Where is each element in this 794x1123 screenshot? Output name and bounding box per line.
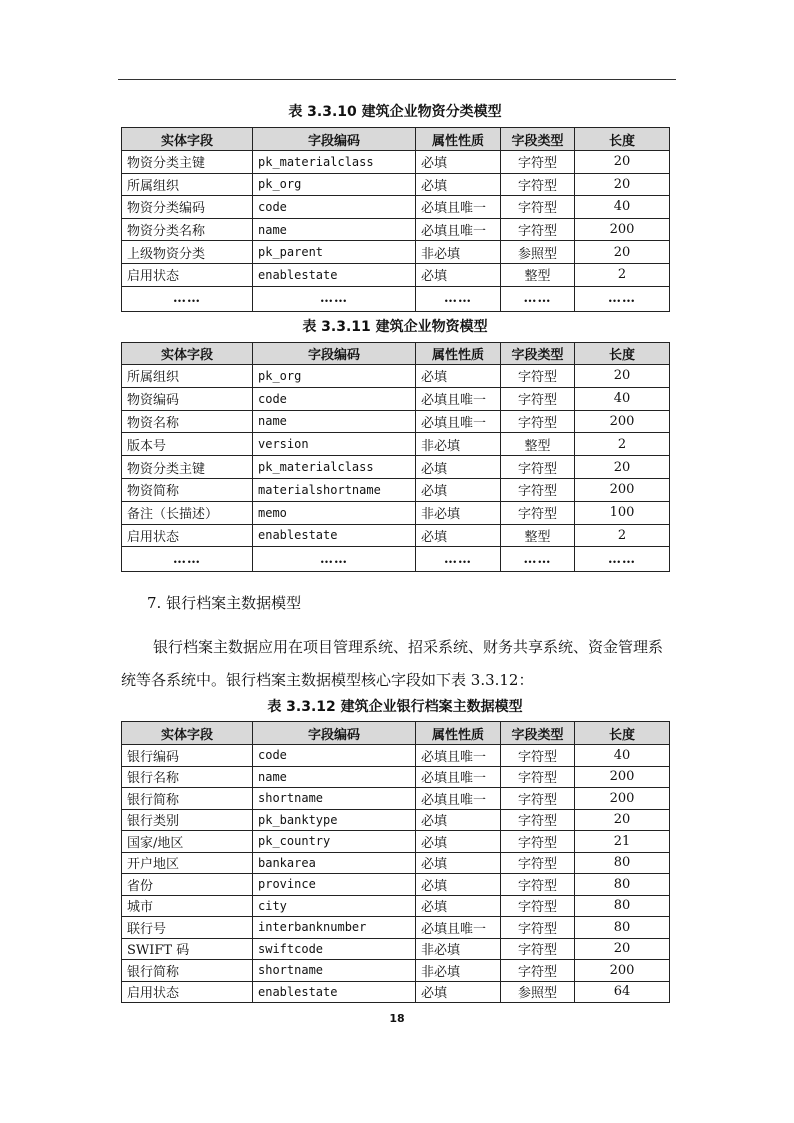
table-cell: 20 <box>575 938 670 960</box>
table-cell: 物资分类编码 <box>122 196 253 219</box>
column-header: 长度 <box>575 343 670 365</box>
table-row <box>122 831 670 853</box>
table-cell: 字符型 <box>501 874 575 896</box>
table-cell: 版本号 <box>122 433 253 456</box>
table-cell: 必填且唯一 <box>416 745 501 767</box>
table-row <box>122 788 670 810</box>
table-cell: 20 <box>575 241 670 264</box>
table-cell: 200 <box>575 788 670 810</box>
column-header: 字段类型 <box>501 722 575 745</box>
table-cell: 必填 <box>416 456 501 479</box>
table-cell: province <box>253 874 416 896</box>
page-number: 18 <box>389 1012 405 1025</box>
table-cell: 所属组织 <box>122 365 253 388</box>
table-row <box>122 766 670 788</box>
table-cell: pk_materialclass <box>253 456 416 479</box>
table-cell: …… <box>575 286 670 311</box>
column-header: 长度 <box>575 128 670 151</box>
table-cell: 银行名称 <box>122 766 253 788</box>
table-cell: 非必填 <box>416 501 501 524</box>
table-cell: 备注（长描述） <box>122 501 253 524</box>
table-row <box>122 387 670 410</box>
table-cell: 字符型 <box>501 410 575 433</box>
table-caption: 表 3.3.12 建筑企业银行档案主数据模型 <box>267 699 523 715</box>
table-cell: 字符型 <box>501 788 575 810</box>
table-cell: 字符型 <box>501 852 575 874</box>
table-cell: 启用状态 <box>122 524 253 547</box>
table-cell: 80 <box>575 895 670 917</box>
table-cell: 字符型 <box>501 151 575 174</box>
table-cell: …… <box>253 286 416 311</box>
table-cell: 上级物资分类 <box>122 241 253 264</box>
table-cell: bankarea <box>253 852 416 874</box>
column-header: 字段编码 <box>253 343 416 365</box>
table-cell: 100 <box>575 501 670 524</box>
table-cell: name <box>253 218 416 241</box>
bank-archive-table <box>121 721 670 1003</box>
table-cell: 2 <box>575 433 670 456</box>
table-cell: 200 <box>575 410 670 433</box>
table-cell: pk_parent <box>253 241 416 264</box>
table-cell: 字符型 <box>501 745 575 767</box>
table-cell: 字符型 <box>501 809 575 831</box>
table-cell: enablestate <box>253 524 416 547</box>
table-cell: 必填 <box>416 874 501 896</box>
table-cell: pk_country <box>253 831 416 853</box>
table-cell: 字符型 <box>501 218 575 241</box>
table-row <box>122 410 670 433</box>
header-rule <box>118 79 676 80</box>
table-cell: 2 <box>575 263 670 286</box>
table-cell: 字符型 <box>501 456 575 479</box>
table-cell: 字符型 <box>501 766 575 788</box>
table-cell: pk_org <box>253 365 416 388</box>
table-cell: 联行号 <box>122 917 253 939</box>
table-cell: 必填 <box>416 981 501 1003</box>
table-cell: 开户地区 <box>122 852 253 874</box>
table-cell: …… <box>575 547 670 572</box>
table-cell: 2 <box>575 524 670 547</box>
table-cell: 40 <box>575 387 670 410</box>
table-cell: SWIFT 码 <box>122 938 253 960</box>
table-cell: 必填且唯一 <box>416 218 501 241</box>
table-cell: 必填 <box>416 852 501 874</box>
table-cell: swiftcode <box>253 938 416 960</box>
column-header: 长度 <box>575 722 670 745</box>
table-row <box>122 745 670 767</box>
table-cell: 21 <box>575 831 670 853</box>
table-row <box>122 501 670 524</box>
table-cell: 必填且唯一 <box>416 410 501 433</box>
table-cell: 参照型 <box>501 981 575 1003</box>
table-cell: 城市 <box>122 895 253 917</box>
table-cell: …… <box>501 286 575 311</box>
table-cell: 非必填 <box>416 960 501 982</box>
table-cell: 字符型 <box>501 895 575 917</box>
table-cell: 80 <box>575 917 670 939</box>
table-cell: interbanknumber <box>253 917 416 939</box>
table-cell: 所属组织 <box>122 173 253 196</box>
table-row <box>122 218 670 241</box>
table-cell: 20 <box>575 365 670 388</box>
table-cell: 200 <box>575 766 670 788</box>
table-row <box>122 263 670 286</box>
table-cell: 80 <box>575 874 670 896</box>
table-cell: 启用状态 <box>122 981 253 1003</box>
table-cell: 40 <box>575 196 670 219</box>
table-row <box>122 547 670 572</box>
table-cell: 字符型 <box>501 501 575 524</box>
table-cell: enablestate <box>253 263 416 286</box>
table-cell: 字符型 <box>501 365 575 388</box>
table-cell: …… <box>501 547 575 572</box>
table-cell: 省份 <box>122 874 253 896</box>
table-cell: 20 <box>575 173 670 196</box>
table-cell: city <box>253 895 416 917</box>
table-cell: 必填 <box>416 365 501 388</box>
column-header: 属性性质 <box>416 128 501 151</box>
table-cell: 64 <box>575 981 670 1003</box>
table-cell: pk_materialclass <box>253 151 416 174</box>
table-cell: 200 <box>575 218 670 241</box>
table-cell: 非必填 <box>416 938 501 960</box>
table-cell: 参照型 <box>501 241 575 264</box>
table-cell: 国家/地区 <box>122 831 253 853</box>
table-row <box>122 938 670 960</box>
table-cell: shortname <box>253 960 416 982</box>
table-cell: 银行简称 <box>122 960 253 982</box>
table-cell: …… <box>122 547 253 572</box>
table-cell: …… <box>416 547 501 572</box>
table-cell: 物资名称 <box>122 410 253 433</box>
table-cell: 必填 <box>416 809 501 831</box>
table-cell: 字符型 <box>501 938 575 960</box>
table-cell: 必填 <box>416 895 501 917</box>
table-cell: 字符型 <box>501 387 575 410</box>
table-row <box>122 478 670 501</box>
table-cell: 必填 <box>416 478 501 501</box>
table-cell: name <box>253 766 416 788</box>
table-cell: 非必填 <box>416 433 501 456</box>
column-header: 字段类型 <box>501 343 575 365</box>
table-cell: 40 <box>575 745 670 767</box>
table-cell: code <box>253 196 416 219</box>
table-cell: 字符型 <box>501 196 575 219</box>
table-row <box>122 809 670 831</box>
table-cell: version <box>253 433 416 456</box>
column-header: 属性性质 <box>416 343 501 365</box>
table-cell: memo <box>253 501 416 524</box>
table-cell: 银行简称 <box>122 788 253 810</box>
table-cell: 物资分类主键 <box>122 151 253 174</box>
table-cell: 启用状态 <box>122 263 253 286</box>
section-heading: 7. 银行档案主数据模型 <box>147 594 302 612</box>
table-cell: code <box>253 745 416 767</box>
table-row <box>122 241 670 264</box>
table-cell: 必填且唯一 <box>416 917 501 939</box>
column-header: 属性性质 <box>416 722 501 745</box>
material-class-table <box>121 127 670 312</box>
table-cell: 20 <box>575 151 670 174</box>
column-header: 实体字段 <box>122 722 253 745</box>
table-cell: shortname <box>253 788 416 810</box>
table-row <box>122 456 670 479</box>
column-header: 实体字段 <box>122 343 253 365</box>
table-cell: 字符型 <box>501 960 575 982</box>
table-cell: 整型 <box>501 433 575 456</box>
table-cell: 非必填 <box>416 241 501 264</box>
table-cell: enablestate <box>253 981 416 1003</box>
table-cell: …… <box>122 286 253 311</box>
table-cell: code <box>253 387 416 410</box>
table-cell: name <box>253 410 416 433</box>
table-cell: 必填 <box>416 263 501 286</box>
table-row <box>122 524 670 547</box>
table-cell: 银行类别 <box>122 809 253 831</box>
table-cell: 必填且唯一 <box>416 196 501 219</box>
table-cell: 物资简称 <box>122 478 253 501</box>
material-table <box>121 342 670 572</box>
table-cell: pk_org <box>253 173 416 196</box>
table-cell: 物资编码 <box>122 387 253 410</box>
table-row <box>122 960 670 982</box>
table-cell: 整型 <box>501 524 575 547</box>
table-cell: 字符型 <box>501 173 575 196</box>
table-cell: …… <box>416 286 501 311</box>
table-caption: 表 3.3.11 建筑企业物资模型 <box>302 319 488 335</box>
table-row <box>122 852 670 874</box>
table-row <box>122 173 670 196</box>
table-row <box>122 151 670 174</box>
table-cell: 字符型 <box>501 831 575 853</box>
table-cell: 整型 <box>501 263 575 286</box>
table-row <box>122 895 670 917</box>
body-paragraph: 银行档案主数据应用在项目管理系统、招采系统、财务共享系统、资金管理系统等各系统中。银行档案主数据模型核心字段如下表 3.3.12： <box>121 638 664 689</box>
table-cell: 字符型 <box>501 478 575 501</box>
table-cell: …… <box>253 547 416 572</box>
table-cell: 必填且唯一 <box>416 788 501 810</box>
column-header: 实体字段 <box>122 128 253 151</box>
table-cell: 200 <box>575 960 670 982</box>
table-cell: 200 <box>575 478 670 501</box>
table-cell: 物资分类主键 <box>122 456 253 479</box>
table-cell: 80 <box>575 852 670 874</box>
table-cell: 必填且唯一 <box>416 387 501 410</box>
table-caption: 表 3.3.10 建筑企业物资分类模型 <box>288 104 502 120</box>
column-header: 字段类型 <box>501 128 575 151</box>
table-row <box>122 981 670 1003</box>
table-cell: 20 <box>575 809 670 831</box>
column-header: 字段编码 <box>253 128 416 151</box>
table-cell: 必填且唯一 <box>416 766 501 788</box>
table-row <box>122 365 670 388</box>
table-row <box>122 433 670 456</box>
table-cell: pk_banktype <box>253 809 416 831</box>
column-header: 字段编码 <box>253 722 416 745</box>
table-row <box>122 196 670 219</box>
table-cell: 物资分类名称 <box>122 218 253 241</box>
table-cell: 必填 <box>416 831 501 853</box>
table-cell: 字符型 <box>501 917 575 939</box>
table-row <box>122 917 670 939</box>
table-cell: 必填 <box>416 173 501 196</box>
table-cell: 20 <box>575 456 670 479</box>
table-cell: 银行编码 <box>122 745 253 767</box>
table-row <box>122 874 670 896</box>
table-cell: materialshortname <box>253 478 416 501</box>
table-cell: 必填 <box>416 524 501 547</box>
table-row <box>122 286 670 311</box>
table-cell: 必填 <box>416 151 501 174</box>
